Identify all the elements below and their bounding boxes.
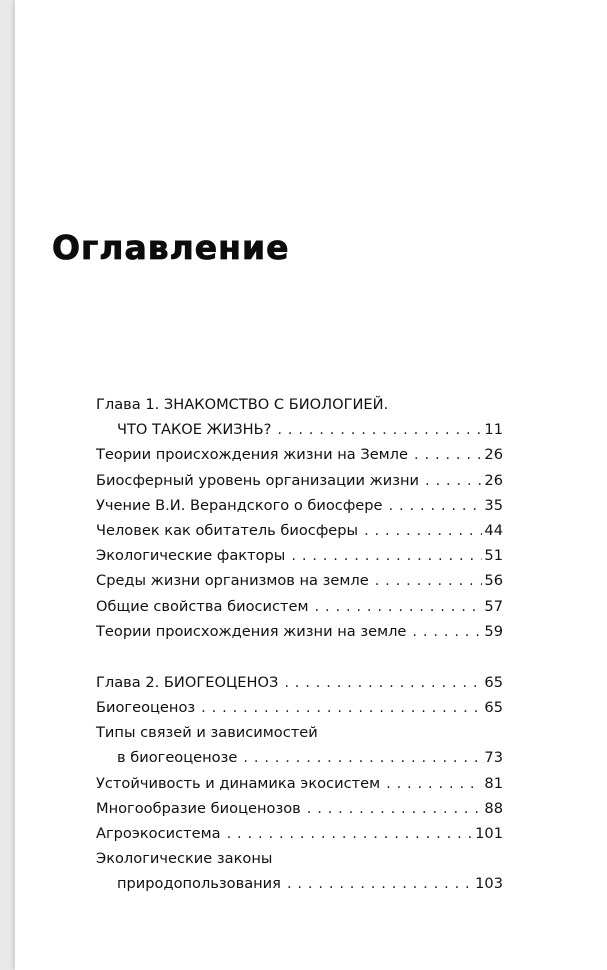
toc-page-number: 44 xyxy=(484,521,503,539)
dot-leader xyxy=(227,821,474,846)
toc-page-number: 103 xyxy=(475,875,503,893)
dot-leader xyxy=(243,745,482,770)
chapter-2 xyxy=(96,670,503,897)
toc-page-number: 56 xyxy=(484,572,503,590)
toc-entry-label: Глава 2. БИОГЕОЦЕНОЗ xyxy=(96,673,279,691)
chapter-1 xyxy=(96,392,503,644)
toc-page-number: 65 xyxy=(484,673,503,691)
dot-leader xyxy=(389,493,483,518)
dot-leader xyxy=(307,796,483,821)
toc-page-number: 26 xyxy=(484,471,503,489)
toc-entry-label: Среды жизни организмов на земле xyxy=(96,572,369,590)
toc-entry-label: Многообразие биоценозов xyxy=(96,799,301,817)
toc-page-number: 65 xyxy=(484,699,503,717)
toc-entry-label: Устойчивость и динамика экосистем xyxy=(96,774,381,792)
dot-leader xyxy=(364,518,482,543)
toc-entry[interactable] xyxy=(96,619,503,644)
dot-leader xyxy=(315,594,483,619)
dot-leader xyxy=(414,442,482,467)
toc-entry[interactable] xyxy=(96,468,503,493)
toc-page-number: 59 xyxy=(484,622,503,640)
dot-leader xyxy=(284,670,482,695)
toc-entry-label: Типы связей и зависимостей xyxy=(96,724,318,742)
toc-page-number: 81 xyxy=(484,774,503,792)
dot-leader xyxy=(412,619,482,644)
toc-page-number: 73 xyxy=(484,749,503,767)
toc-entry-label: Учение В.И. Верандского о биосфере xyxy=(96,496,383,514)
toc-entry-label: природопользования xyxy=(117,875,281,893)
page-title: Оглавление xyxy=(52,228,290,267)
toc-entry-label: Теории происхождения жизни на Земле xyxy=(96,446,408,464)
toc-entry[interactable] xyxy=(96,543,503,568)
dot-leader xyxy=(375,568,483,593)
toc-entry-label: Экологические законы xyxy=(96,850,273,868)
toc-entry-label: Биогеоценоз xyxy=(96,699,196,717)
dot-leader xyxy=(287,871,473,896)
toc-entry-label: в биогеоценозе xyxy=(117,749,238,767)
toc-page-number: 101 xyxy=(475,825,503,843)
toc-entry-label: Агроэкосистема xyxy=(96,825,221,843)
toc-entry[interactable] xyxy=(96,568,503,593)
toc-entry-label: Общие свойства биосистем xyxy=(96,597,309,615)
toc-entry-label: Теории происхождения жизни на земле xyxy=(96,622,407,640)
toc-page-number: 11 xyxy=(484,421,503,439)
toc-entry[interactable] xyxy=(96,392,503,442)
toc-page-number: 51 xyxy=(484,547,503,565)
toc-page-number: 57 xyxy=(484,597,503,615)
toc-entry[interactable] xyxy=(96,493,503,518)
toc-entry[interactable] xyxy=(96,670,503,695)
toc-page-number: 88 xyxy=(484,799,503,817)
dot-leader xyxy=(386,771,482,796)
toc-entry[interactable] xyxy=(96,771,503,796)
toc-entry[interactable] xyxy=(96,594,503,619)
dot-leader xyxy=(291,543,482,568)
toc-entry[interactable] xyxy=(96,796,503,821)
toc-entry[interactable] xyxy=(96,442,503,467)
book-page xyxy=(15,0,607,970)
toc-page-number: 35 xyxy=(484,496,503,514)
toc-page-number: 26 xyxy=(484,446,503,464)
dot-leader xyxy=(425,468,482,493)
toc-entry-label: Глава 1. ЗНАКОМСТВО С БИОЛОГИЕЙ. xyxy=(96,396,389,413)
dot-leader xyxy=(277,417,482,442)
toc-entry[interactable] xyxy=(96,846,503,896)
toc-entry[interactable] xyxy=(96,720,503,770)
toc-entry-label: Биосферный уровень организации жизни xyxy=(96,471,420,489)
table-of-contents xyxy=(96,392,503,923)
toc-entry-label: Экологические факторы xyxy=(96,547,286,565)
toc-entry-label: ЧТО ТАКОЕ ЖИЗНЬ? xyxy=(117,421,272,439)
toc-entry[interactable] xyxy=(96,695,503,720)
toc-entry[interactable] xyxy=(96,518,503,543)
toc-entry-label: Человек как обитатель биосферы xyxy=(96,521,359,539)
toc-entry[interactable] xyxy=(96,821,503,846)
dot-leader xyxy=(201,695,482,720)
